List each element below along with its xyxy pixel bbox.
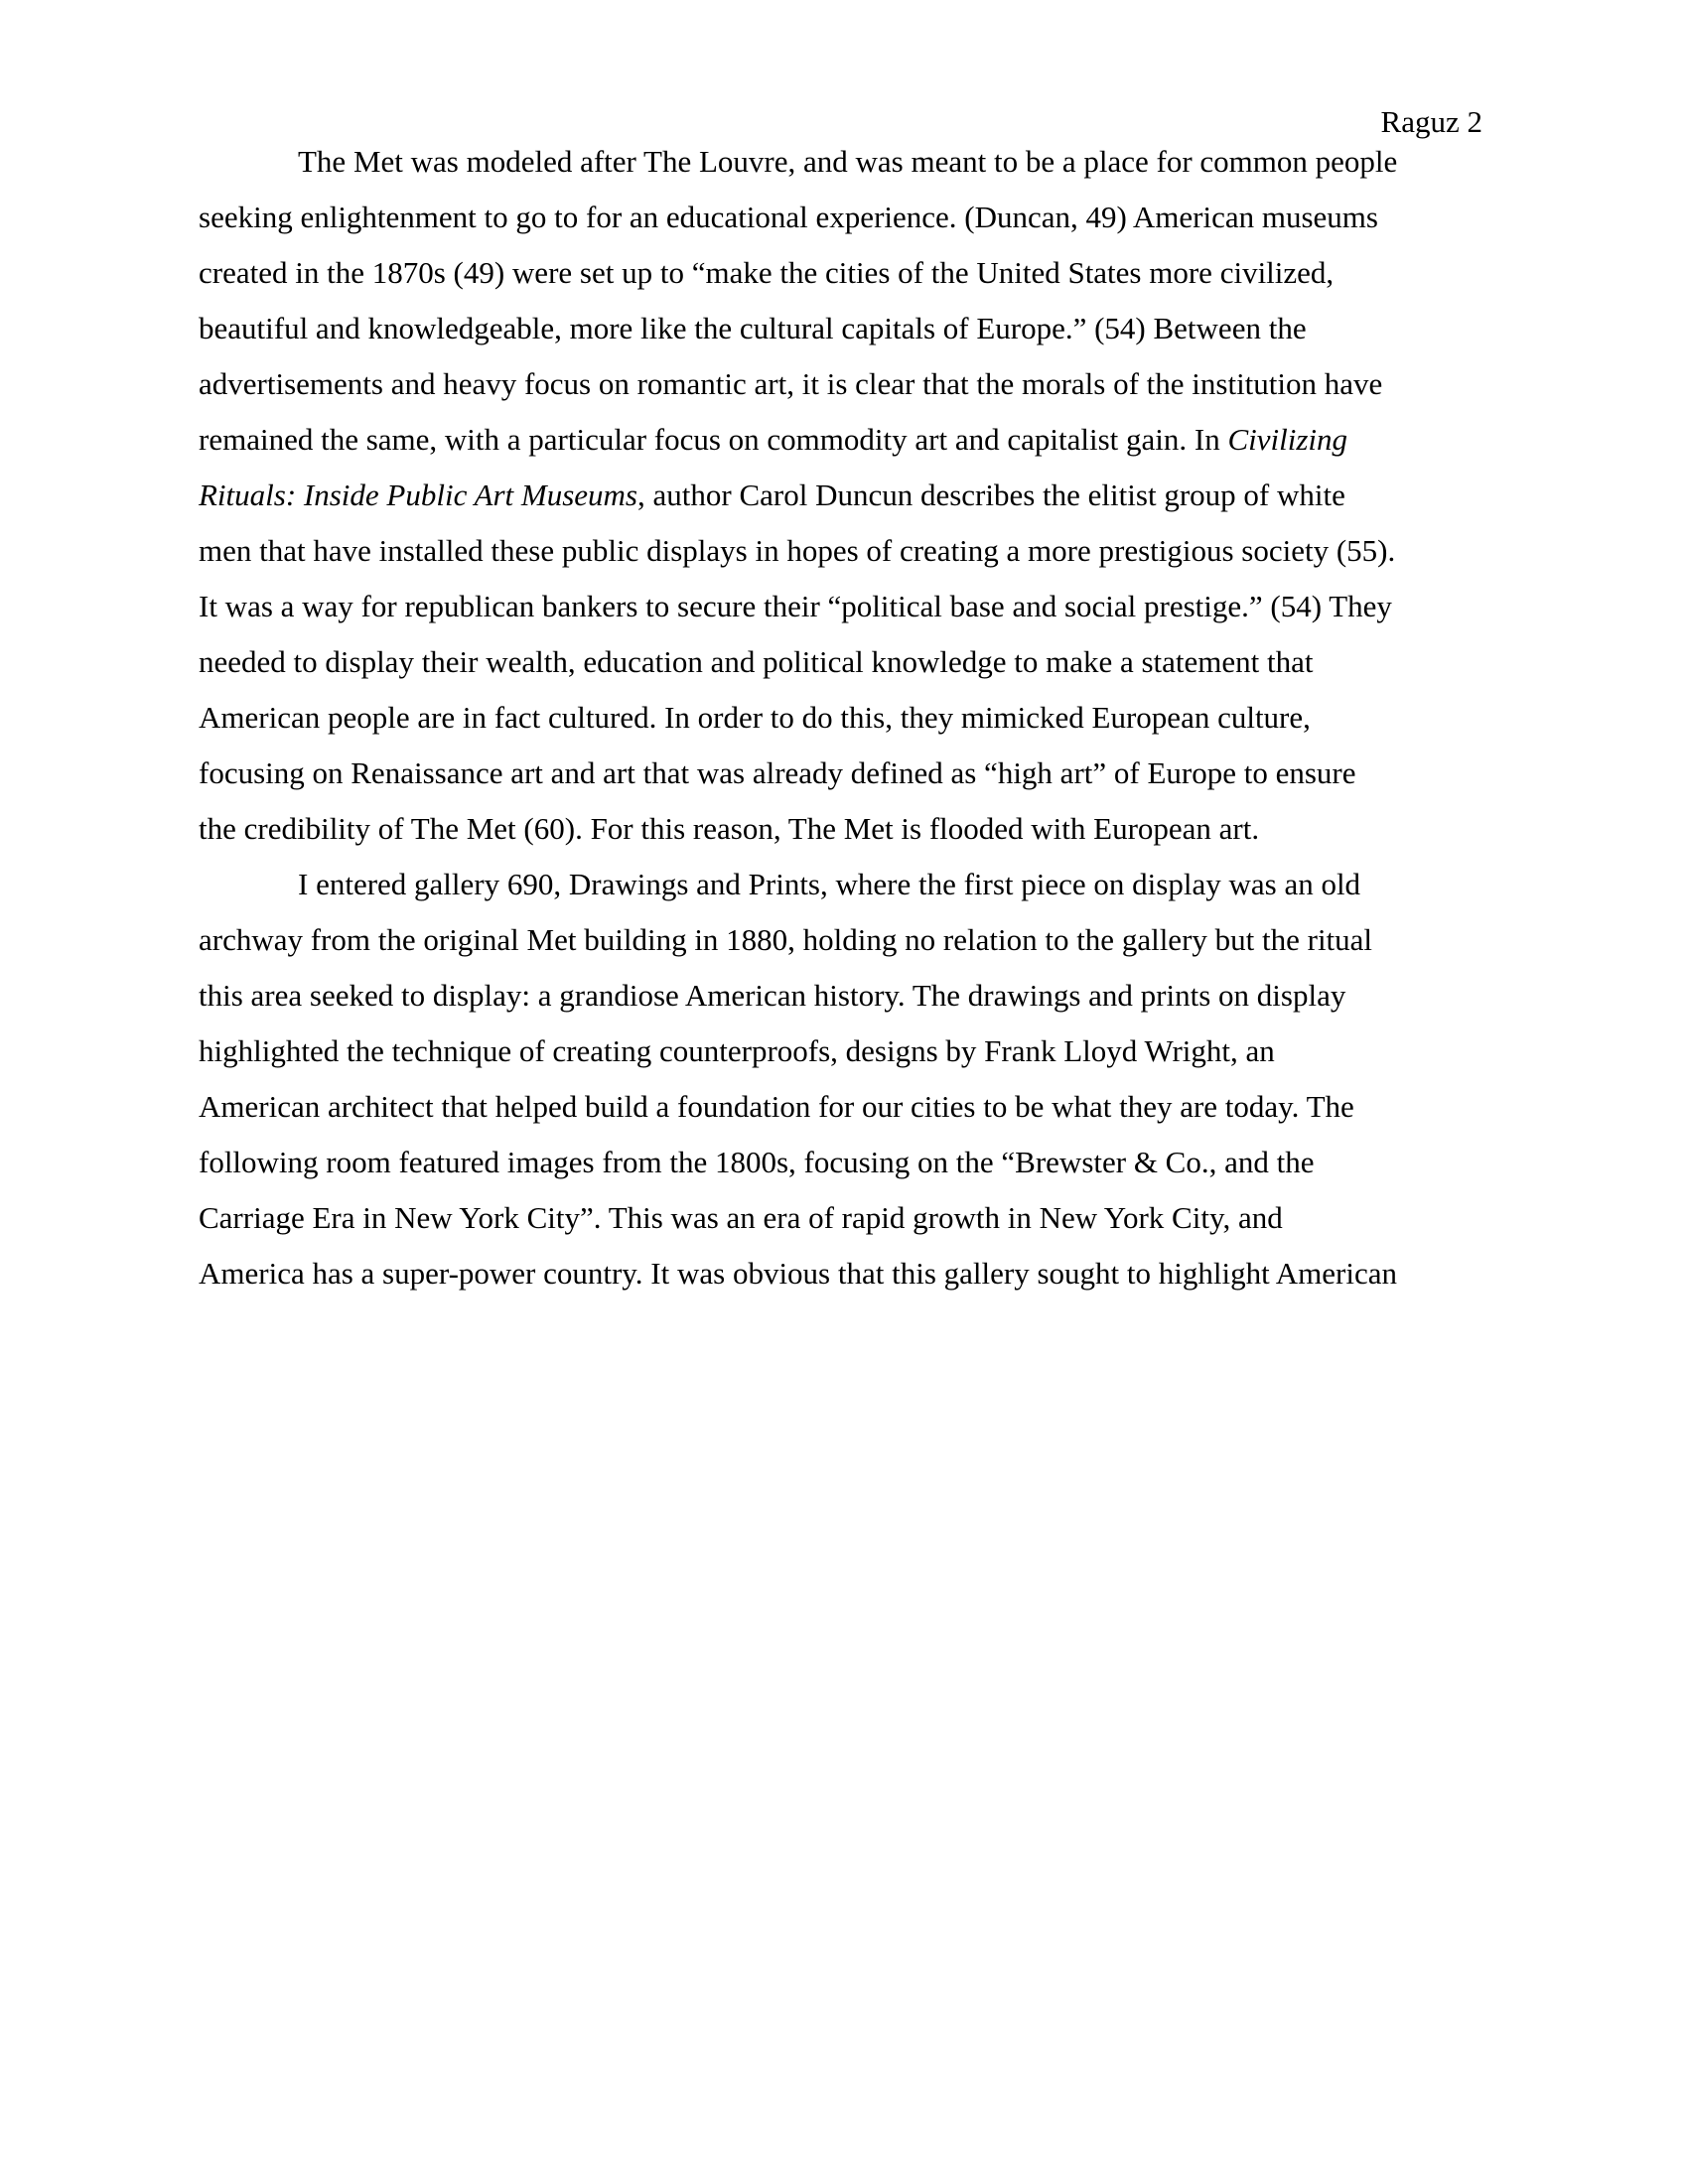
- book-title-part-1: Civilizing: [1227, 422, 1348, 457]
- paragraph-1-line-1: The Met was modeled after The Louvre, and was meant to be a place for common people: [298, 144, 1398, 179]
- paragraph-2-line-1: I entered gallery 690, Drawings and Prints, where the first piece on display was an old: [298, 867, 1361, 901]
- paragraph-2-line-2: archway from the original Met building in 1880, holding no relation to the gallery but the ritual: [199, 922, 1373, 957]
- paragraph-2-line-6: following room featured images from the 1800s, focusing on the “Brewster & Co., and the: [199, 1145, 1315, 1179]
- paragraph-2-line-4: highlighted the technique of creating counterproofs, designs by Frank Lloyd Wright, an: [199, 1033, 1275, 1068]
- book-title-part-2: Rituals: Inside Public Art Museums: [199, 478, 637, 512]
- paragraph-2-line-7: Carriage Era in New York City”. This was an era of rapid growth in New York City, and: [199, 1200, 1283, 1235]
- paragraph-1-line-7-text: , author Carol Duncun describes the elitist group of white: [637, 478, 1345, 512]
- paragraph-1-line-13: the credibility of The Met (60). For this reason, The Met is flooded with European art.: [199, 811, 1260, 846]
- paragraph-1-line-7: [199, 476, 1345, 515]
- paragraph-1-line-8: men that have installed these public displays in hopes of creating a more prestigious society (55).: [199, 533, 1396, 568]
- paragraph-1-line-6: [199, 420, 1347, 460]
- paragraph-1-line-10: needed to display their wealth, education and political knowledge to make a statement that: [199, 644, 1314, 679]
- paragraph-1-line-6-text: remained the same, with a particular focus on commodity art and capitalist gain. In: [199, 422, 1228, 457]
- paragraph-2-line-8: America has a super-power country. It was obvious that this gallery sought to highlight American: [199, 1256, 1397, 1291]
- running-head: Raguz 2: [1380, 104, 1482, 139]
- paragraph-1-line-9: It was a way for republican bankers to secure their “political base and social prestige.” (54) They: [199, 589, 1392, 623]
- paragraph-1-line-5: advertisements and heavy focus on romantic art, it is clear that the morals of the institution have: [199, 366, 1383, 401]
- paragraph-1-line-12: focusing on Renaissance art and art that was already defined as “high art” of Europe to ensure: [199, 755, 1356, 790]
- paragraph-1-line-4: beautiful and knowledgeable, more like the cultural capitals of Europe.” (54) Between the: [199, 311, 1307, 345]
- paragraph-2-line-5: American architect that helped build a foundation for our cities to be what they are today. The: [199, 1089, 1354, 1124]
- paragraph-1-line-2: seeking enlightenment to go to for an educational experience. (Duncan, 49) American museums: [199, 200, 1378, 234]
- paragraph-1-line-3: created in the 1870s (49) were set up to “make the cities of the United States more civilized,: [199, 255, 1335, 290]
- paragraph-1-line-11: American people are in fact cultured. In order to do this, they mimicked European culture,: [199, 700, 1311, 735]
- paragraph-2-line-3: this area seeked to display: a grandiose American history. The drawings and prints on display: [199, 978, 1346, 1013]
